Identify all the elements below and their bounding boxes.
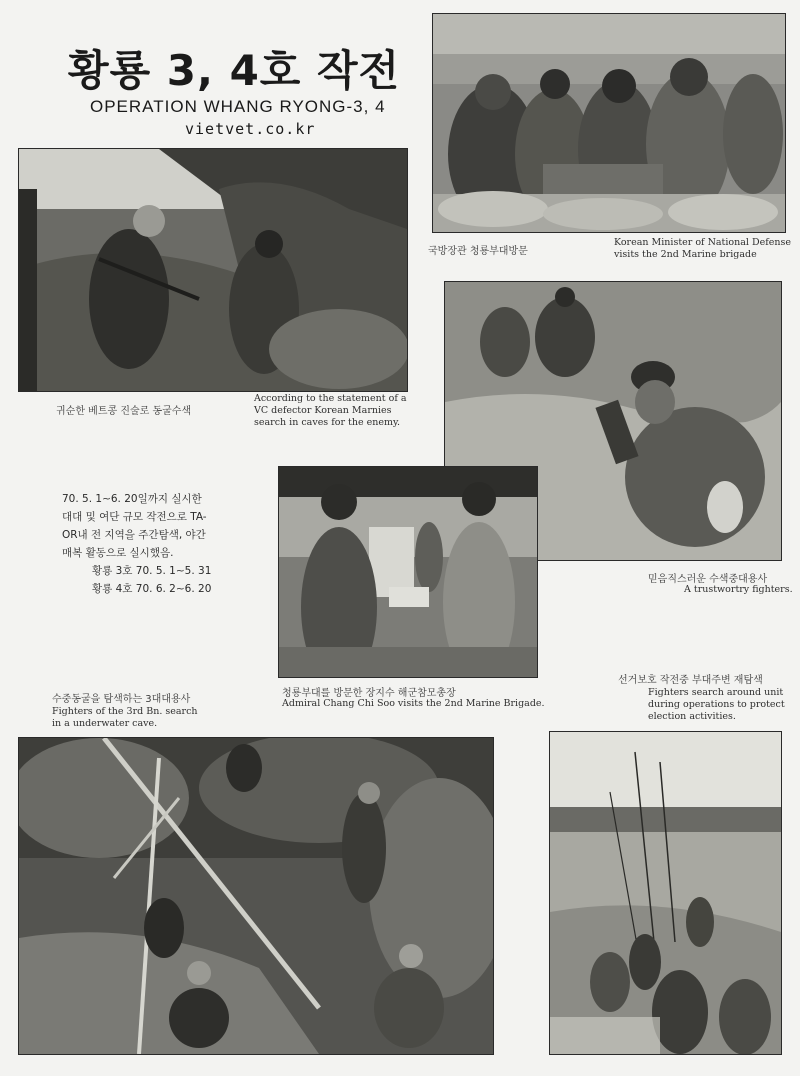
caption-ko-admiral: 청룡부대를 방문한 장지수 해군참모총장 xyxy=(282,688,456,699)
caption-en-caves: According to the statement of a VC defector Korean Marnies search in caves for the enemy. xyxy=(254,393,407,428)
website-watermark: vietvet.co.kr xyxy=(185,120,316,138)
caption-ko-trustworthy: 믿음직스러운 수색중대용사 xyxy=(648,574,768,585)
caption-en-trustworthy: A trustwortry fighters. xyxy=(684,584,793,595)
page-subtitle: OPERATION WHANG RYONG-3, 4 xyxy=(90,97,386,116)
photo-admiral-visit xyxy=(278,466,538,678)
page-title: 황룡 3, 4호 작전 xyxy=(68,46,401,95)
operation-3-dates: 황룡 3호 70. 5. 1∼5. 31 xyxy=(92,565,212,577)
operation-summary: 70. 5. 1∼6. 20일까지 실시한 대대 및 여단 규모 작전으로 TA- OR내 전 지역을 주간탐색, 야간 매복 활동으로 실시했음. 황룡 3호 70. 5. 1∼5. 31 황룡 4호 70. 6. 2∼6. 20 xyxy=(62,490,262,598)
caption-en-admiral: Admiral Chang Chi Soo visits the 2nd Marine Brigade. xyxy=(282,698,545,709)
photo-radio-troops xyxy=(549,731,782,1055)
photo-minister-visit xyxy=(432,13,786,233)
caption-en-underwater: Fighters of the 3rd Bn. search in a underwater cave. xyxy=(52,706,198,729)
caption-en-minister: Korean Minister of National Defense visits the 2nd Marine brigade xyxy=(614,237,791,260)
caption-ko-caves: 귀순한 베트콩 진술로 동굴수색 xyxy=(56,406,192,417)
photo-cave-search xyxy=(18,148,408,392)
operation-4-dates: 황룡 4호 70. 6. 2∼6. 20 xyxy=(92,583,212,595)
photo-underwater-cave xyxy=(18,737,494,1055)
caption-ko-minister: 국방장관 청룡부대방문 xyxy=(428,246,528,257)
caption-ko-underwater: 수중동굴을 탐색하는 3대대용사 xyxy=(52,694,191,705)
caption-ko-election: 선거보호 작전중 부대주변 재탐색 xyxy=(618,675,763,686)
caption-en-election: Fighters search around unit during operations to protect election activities. xyxy=(648,687,785,722)
